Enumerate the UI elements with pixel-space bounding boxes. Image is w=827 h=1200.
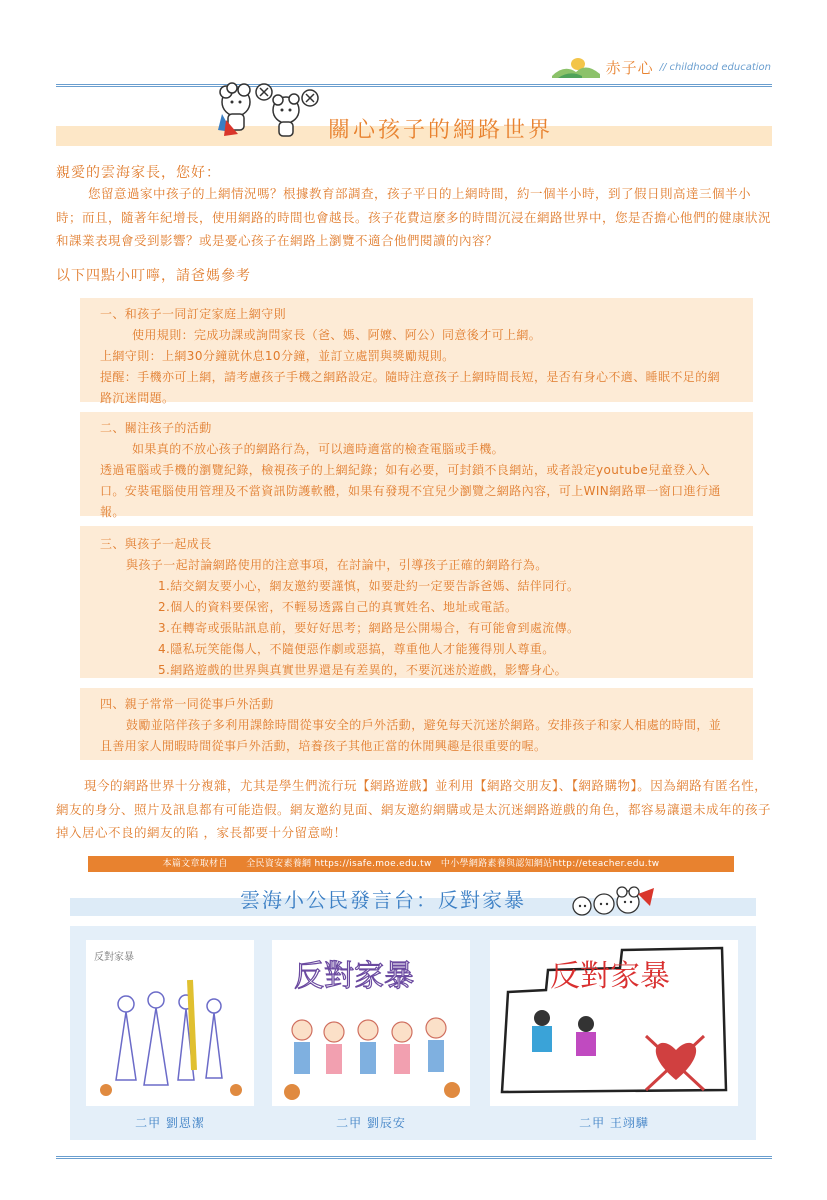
child-drawing-family-icon [86,940,254,1106]
tip-3-item: 5.網路遊戲的世界與真實世界還是有差異的，不要沉迷於遊戲，影響身心。 [158,663,568,677]
drawing-caption: 二甲 劉恩潔 [135,1116,205,1130]
tip-box-4 [80,688,753,760]
tip-3-item: 2.個人的資料要保密，不輕易透露自己的真實姓名、地址或電話。 [158,600,518,614]
tip-3-heading: 三、與孩子一起成長 [100,537,212,551]
section-2-title: 雲海小公民發言台：反對家暴 [240,888,526,912]
source-credit: 本篇文章取材自 全民資安素養網 https://isafe.moe.edu.tw 中小學網路素養與認知網站http://eteacher.edu.tw [88,856,734,872]
tip-1-line-3: 提醒：手機亦可上網，請考慮孩子手機之網路設定。隨時注意孩子上網時間長短，是否有身心不適、睡眠不足的網路沉迷問題。 [100,370,721,405]
tip-3-item: 4.隱私玩笑能傷人，不隨便惡作劇或惡搞，尊重他人才能獲得別人尊重。 [158,642,555,656]
brand-name: 赤子心 [605,58,654,77]
tip-2-line-2: 透過電腦或手機的瀏覽紀錄，檢視孩子的上網紀錄；如有必要，可封鎖不良網站，或者設定youtube兒童登入入口。安裝電腦使用管理及不當資訊防護軟體，如果有發現不宜兒少瀏覽之網路內容，可上WIN網路單一窗口進行通報。 [100,463,721,519]
drawing-card [86,940,254,1106]
drawing-handwriting: 反對家暴 [94,952,134,963]
intro-paragraph: 您留意過家中孩子的上網情況嗎？根據教育部調查，孩子平日的上網時間，約一個半小時，到了假日則高達三個半小時；而且，隨著年紀增長，使用網路的時間也會越長。孩子花費這麼多的時間沉浸在網路世界中，您是否擔心他們的健康狀況和課業表現會受到影響？或是憂心孩子在網路上瀏覽不適合他們閱讀的內容？ [56,186,772,248]
brand [552,56,771,78]
tip-1-line-2: 上網守則：上網30分鐘就休息10分鐘，並訂立處罰與獎勵規則。 [100,349,455,363]
closing-paragraph: 現今的網路世界十分複雜，尤其是學生們流行玩【網路遊戲】並利用【網路交朋友】、【網路購物】。因為網路有匿名性，網友的身分、照片及訊息都有可能造假。網友邀約見面、網友邀約網購或是太沉迷網路遊戲的角色，都容易讓還未成年的孩子掉入居心不良的網友的陷 ，家長都要十分留意呦！ [56,778,772,840]
drawing-lettering: 反對家暴 [550,959,670,994]
child-drawing-poster-icon [490,940,738,1106]
tip-2-line-1: 如果真的不放心孩子的網路行為，可以適時適當的檢查電腦或手機。 [132,442,505,456]
bottom-divider [56,1156,772,1159]
tip-box-1 [80,298,753,405]
page-title: 關心孩子的網路世界 [328,118,554,143]
tip-1-line-1: 使用規則：完成功課或詢問家長（爸、媽、阿嬤、阿公）同意後才可上網。 [132,328,542,342]
mascot-illustration-icon [212,80,322,144]
child-drawing-crowd-icon [272,940,470,1106]
mascot-group-icon [568,880,658,926]
drawing-card [272,940,470,1106]
tip-box-3 [80,526,753,678]
tip-4-heading: 四、親子常常一同從事戶外活動 [100,697,274,711]
tip-3-item: 3.在轉寄或張貼訊息前，要好好思考；網路是公開場合，有可能會到處流傳。 [158,621,580,635]
drawing-caption: 二甲 劉辰安 [336,1116,406,1130]
drawing-lettering: 反對家暴 [294,959,414,994]
tip-4-line-1: 鼓勵並陪伴孩子多利用課餘時間從事安全的戶外活動，避免每天沉迷於網路。安排孩子和家人相處的時間，並且善用家人閒暇時間從事戶外活動，培養孩子其他正當的休閒興趣是很重要的喔。 [100,718,722,753]
tip-2-heading: 二、關注孩子的活動 [100,421,212,435]
greeting: 親愛的雲海家長，您好： [56,165,221,181]
tip-3-item: 1.結交網友要小心，網友邀約要謹慎，如要赴約一定要告訴爸媽、結伴同行。 [158,579,580,593]
tip-3-line-1: 與孩子一起討論網路使用的注意事項，在討論中，引導孩子正確的網路行為。 [126,558,548,572]
brand-subtitle: // childhood education [659,61,771,73]
drawing-caption: 二甲 王翊驊 [579,1116,649,1130]
tip-1-heading: 一、和孩子一同訂定家庭上網守則 [100,307,287,321]
hills-logo-icon [552,56,600,78]
tips-subheading: 以下四點小叮嚀，請爸媽參考 [56,268,251,284]
drawing-gallery [70,926,756,1140]
drawing-card [490,940,738,1106]
tip-box-2 [80,412,753,519]
top-divider [56,84,772,87]
